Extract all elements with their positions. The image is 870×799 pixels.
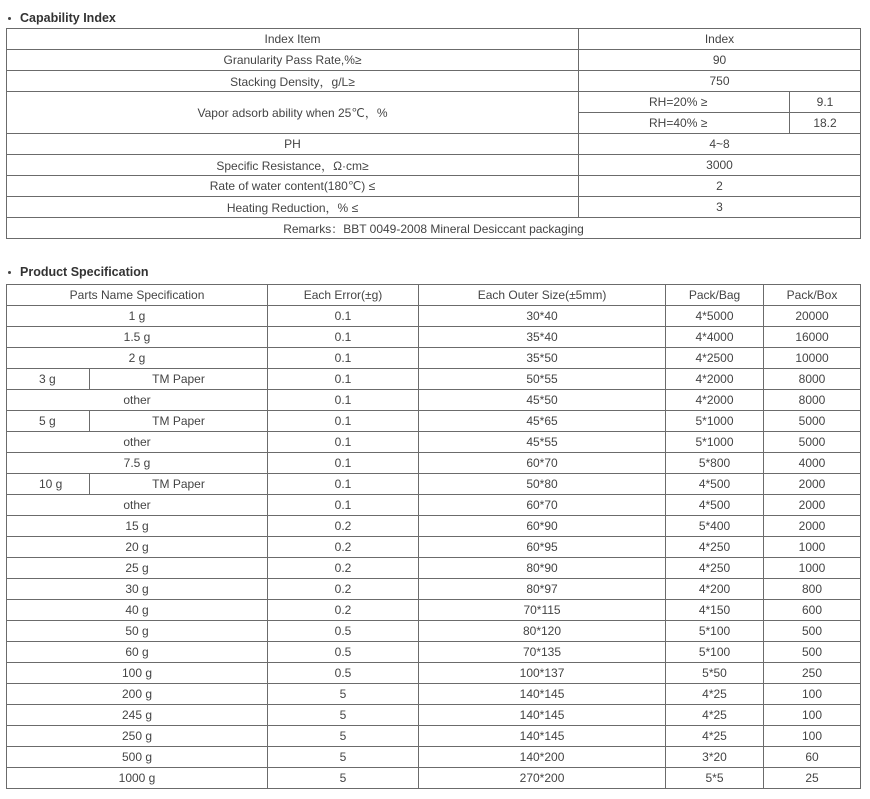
part-name-cell: 100 g: [7, 663, 268, 684]
header-cell: Each Error(±g): [268, 285, 419, 306]
header-cell: Index Item: [7, 29, 579, 50]
header-cell: Pack/Bag: [666, 285, 764, 306]
pack-bag-cell: 5*1000: [666, 432, 764, 453]
pack-box-cell: 600: [764, 600, 861, 621]
part-name-cell: 50 g: [7, 621, 268, 642]
outer-size-cell: 35*50: [419, 348, 666, 369]
outer-size-cell: 30*40: [419, 306, 666, 327]
table-header-row: [7, 285, 861, 306]
error-cell: 0.2: [268, 600, 419, 621]
table-row: [7, 579, 861, 600]
weight-group-cell: 10 g: [7, 474, 90, 495]
error-cell: 0.1: [268, 348, 419, 369]
pack-bag-cell: 4*2000: [666, 390, 764, 411]
pack-bag-cell: 5*1000: [666, 411, 764, 432]
pack-bag-cell: 4*2500: [666, 348, 764, 369]
pack-bag-cell: 4*25: [666, 684, 764, 705]
part-name-cell: 2 g: [7, 348, 268, 369]
weight-group-cell: 5 g: [7, 411, 90, 432]
pack-box-cell: 800: [764, 579, 861, 600]
error-cell: 0.1: [268, 432, 419, 453]
table-row: [7, 663, 861, 684]
pack-box-cell: 60: [764, 747, 861, 768]
pack-bag-cell: 4*500: [666, 474, 764, 495]
pack-bag-cell: 4*500: [666, 495, 764, 516]
outer-size-cell: 100*137: [419, 663, 666, 684]
pack-box-cell: 500: [764, 642, 861, 663]
error-cell: 0.1: [268, 327, 419, 348]
error-cell: 5: [268, 726, 419, 747]
pack-bag-cell: 5*50: [666, 663, 764, 684]
table-row: [7, 726, 861, 747]
error-cell: 0.2: [268, 516, 419, 537]
table-row: [7, 495, 861, 516]
table-row: [7, 92, 861, 113]
table-row: [7, 197, 861, 218]
error-cell: 5: [268, 684, 419, 705]
index-value-cell: 4~8: [579, 134, 861, 155]
outer-size-cell: 80*120: [419, 621, 666, 642]
pack-bag-cell: 4*5000: [666, 306, 764, 327]
error-cell: 0.1: [268, 495, 419, 516]
pack-box-cell: 25: [764, 768, 861, 789]
pack-box-cell: 500: [764, 621, 861, 642]
table-row: [7, 684, 861, 705]
part-name-cell: 40 g: [7, 600, 268, 621]
part-name-cell: other: [7, 390, 268, 411]
outer-size-cell: 45*55: [419, 432, 666, 453]
outer-size-cell: 60*90: [419, 516, 666, 537]
pack-box-cell: 20000: [764, 306, 861, 327]
table-row: [7, 768, 861, 789]
pack-box-cell: 2000: [764, 474, 861, 495]
outer-size-cell: 140*145: [419, 726, 666, 747]
part-name-cell: 245 g: [7, 705, 268, 726]
table-row: [7, 306, 861, 327]
spec-table: [6, 284, 861, 789]
pack-bag-cell: 5*800: [666, 453, 764, 474]
table-row: [7, 747, 861, 768]
index-item-cell: Stacking Density，g/L≥: [7, 71, 579, 92]
pack-box-cell: 100: [764, 726, 861, 747]
index-item-cell: Granularity Pass Rate,%≥: [7, 50, 579, 71]
header-cell: Each Outer Size(±5mm): [419, 285, 666, 306]
pack-bag-cell: 5*100: [666, 642, 764, 663]
index-value-cell: 90: [579, 50, 861, 71]
outer-size-cell: 35*40: [419, 327, 666, 348]
index-item-cell: Rate of water content(180℃) ≤: [7, 176, 579, 197]
pack-box-cell: 4000: [764, 453, 861, 474]
table-row: [7, 327, 861, 348]
capability-table: [6, 28, 861, 239]
table-row: [7, 558, 861, 579]
pack-box-cell: 8000: [764, 390, 861, 411]
error-cell: 0.1: [268, 306, 419, 327]
part-name-cell: 500 g: [7, 747, 268, 768]
table-row: [7, 516, 861, 537]
part-name-cell: 250 g: [7, 726, 268, 747]
table-row: [7, 390, 861, 411]
table-row: [7, 369, 861, 390]
index-value-cell: 3000: [579, 155, 861, 176]
pack-bag-cell: 5*400: [666, 516, 764, 537]
part-name-cell: 7.5 g: [7, 453, 268, 474]
part-name-cell: other: [7, 495, 268, 516]
index-item-cell: Specific Resistance，Ω·cm≥: [7, 155, 579, 176]
index-item-cell: PH: [7, 134, 579, 155]
part-name-cell: other: [7, 432, 268, 453]
index-item-cell: Vapor adsorb ability when 25℃，%: [7, 92, 579, 134]
error-cell: 0.5: [268, 663, 419, 684]
outer-size-cell: 45*50: [419, 390, 666, 411]
header-cell: Index: [579, 29, 861, 50]
spec-title: Product Specification: [20, 265, 149, 279]
index-value-cell: 750: [579, 71, 861, 92]
index-item-cell: Heating Reduction，% ≤: [7, 197, 579, 218]
index-value-cell: 18.2: [790, 113, 861, 134]
outer-size-cell: 60*70: [419, 453, 666, 474]
pack-box-cell: 5000: [764, 411, 861, 432]
pack-box-cell: 100: [764, 684, 861, 705]
pack-box-cell: 8000: [764, 369, 861, 390]
outer-size-cell: 60*70: [419, 495, 666, 516]
part-name-cell: 25 g: [7, 558, 268, 579]
error-cell: 5: [268, 705, 419, 726]
part-name-cell: 20 g: [7, 537, 268, 558]
outer-size-cell: 50*80: [419, 474, 666, 495]
weight-group-cell: 3 g: [7, 369, 90, 390]
pack-bag-cell: 3*20: [666, 747, 764, 768]
capability-heading: [6, 9, 116, 27]
pack-box-cell: 16000: [764, 327, 861, 348]
outer-size-cell: 70*135: [419, 642, 666, 663]
error-cell: 0.2: [268, 558, 419, 579]
outer-size-cell: 140*145: [419, 705, 666, 726]
outer-size-cell: 80*90: [419, 558, 666, 579]
outer-size-cell: 50*55: [419, 369, 666, 390]
outer-size-cell: 60*95: [419, 537, 666, 558]
pack-bag-cell: 4*25: [666, 726, 764, 747]
table-row: [7, 600, 861, 621]
table-row: [7, 642, 861, 663]
pack-bag-cell: 4*25: [666, 705, 764, 726]
rh-condition-cell: RH=40% ≥: [579, 113, 790, 134]
part-name-cell: 1 g: [7, 306, 268, 327]
pack-box-cell: 5000: [764, 432, 861, 453]
outer-size-cell: 140*200: [419, 747, 666, 768]
part-name-cell: 1000 g: [7, 768, 268, 789]
error-cell: 0.1: [268, 369, 419, 390]
index-value-cell: 2: [579, 176, 861, 197]
table-row: [7, 29, 861, 50]
pack-box-cell: 1000: [764, 537, 861, 558]
error-cell: 0.2: [268, 537, 419, 558]
pack-box-cell: 2000: [764, 495, 861, 516]
table-row: [7, 432, 861, 453]
error-cell: 5: [268, 747, 419, 768]
pack-bag-cell: 4*4000: [666, 327, 764, 348]
pack-bag-cell: 4*2000: [666, 369, 764, 390]
table-row: [7, 537, 861, 558]
pack-box-cell: 100: [764, 705, 861, 726]
table-row: [7, 705, 861, 726]
outer-size-cell: 45*65: [419, 411, 666, 432]
error-cell: 0.5: [268, 621, 419, 642]
table-row: [7, 176, 861, 197]
table-row: [7, 50, 861, 71]
pack-bag-cell: 4*250: [666, 537, 764, 558]
part-name-cell: 1.5 g: [7, 327, 268, 348]
table-row: [7, 453, 861, 474]
pack-bag-cell: 5*100: [666, 621, 764, 642]
spec-table-body: [7, 306, 861, 789]
error-cell: 0.1: [268, 474, 419, 495]
error-cell: 0.2: [268, 579, 419, 600]
bullet-icon: [8, 17, 11, 20]
table-row: [7, 218, 861, 239]
error-cell: 0.1: [268, 390, 419, 411]
part-name-cell: TM Paper: [90, 474, 268, 495]
error-cell: 5: [268, 768, 419, 789]
part-name-cell: TM Paper: [90, 369, 268, 390]
table-row: [7, 134, 861, 155]
outer-size-cell: 270*200: [419, 768, 666, 789]
table-row: [7, 155, 861, 176]
index-value-cell: 3: [579, 197, 861, 218]
pack-box-cell: 250: [764, 663, 861, 684]
part-name-cell: 200 g: [7, 684, 268, 705]
pack-box-cell: 1000: [764, 558, 861, 579]
error-cell: 0.5: [268, 642, 419, 663]
bullet-icon: [8, 271, 11, 274]
header-cell: Pack/Box: [764, 285, 861, 306]
header-cell: Parts Name Specification: [7, 285, 268, 306]
capability-title: Capability Index: [20, 11, 116, 25]
error-cell: 0.1: [268, 453, 419, 474]
part-name-cell: 15 g: [7, 516, 268, 537]
part-name-cell: 60 g: [7, 642, 268, 663]
rh-condition-cell: RH=20% ≥: [579, 92, 790, 113]
table-row: [7, 621, 861, 642]
pack-box-cell: 10000: [764, 348, 861, 369]
table-row: [7, 411, 861, 432]
outer-size-cell: 70*115: [419, 600, 666, 621]
pack-bag-cell: 4*150: [666, 600, 764, 621]
outer-size-cell: 80*97: [419, 579, 666, 600]
pack-bag-cell: 4*200: [666, 579, 764, 600]
pack-bag-cell: 5*5: [666, 768, 764, 789]
table-row: [7, 474, 861, 495]
error-cell: 0.1: [268, 411, 419, 432]
index-value-cell: 9.1: [790, 92, 861, 113]
spec-heading: [6, 263, 149, 281]
table-row: [7, 348, 861, 369]
pack-bag-cell: 4*250: [666, 558, 764, 579]
pack-box-cell: 2000: [764, 516, 861, 537]
remarks-cell: Remarks：BBT 0049-2008 Mineral Desiccant packaging: [7, 218, 861, 239]
part-name-cell: 30 g: [7, 579, 268, 600]
table-row: [7, 71, 861, 92]
part-name-cell: TM Paper: [90, 411, 268, 432]
outer-size-cell: 140*145: [419, 684, 666, 705]
